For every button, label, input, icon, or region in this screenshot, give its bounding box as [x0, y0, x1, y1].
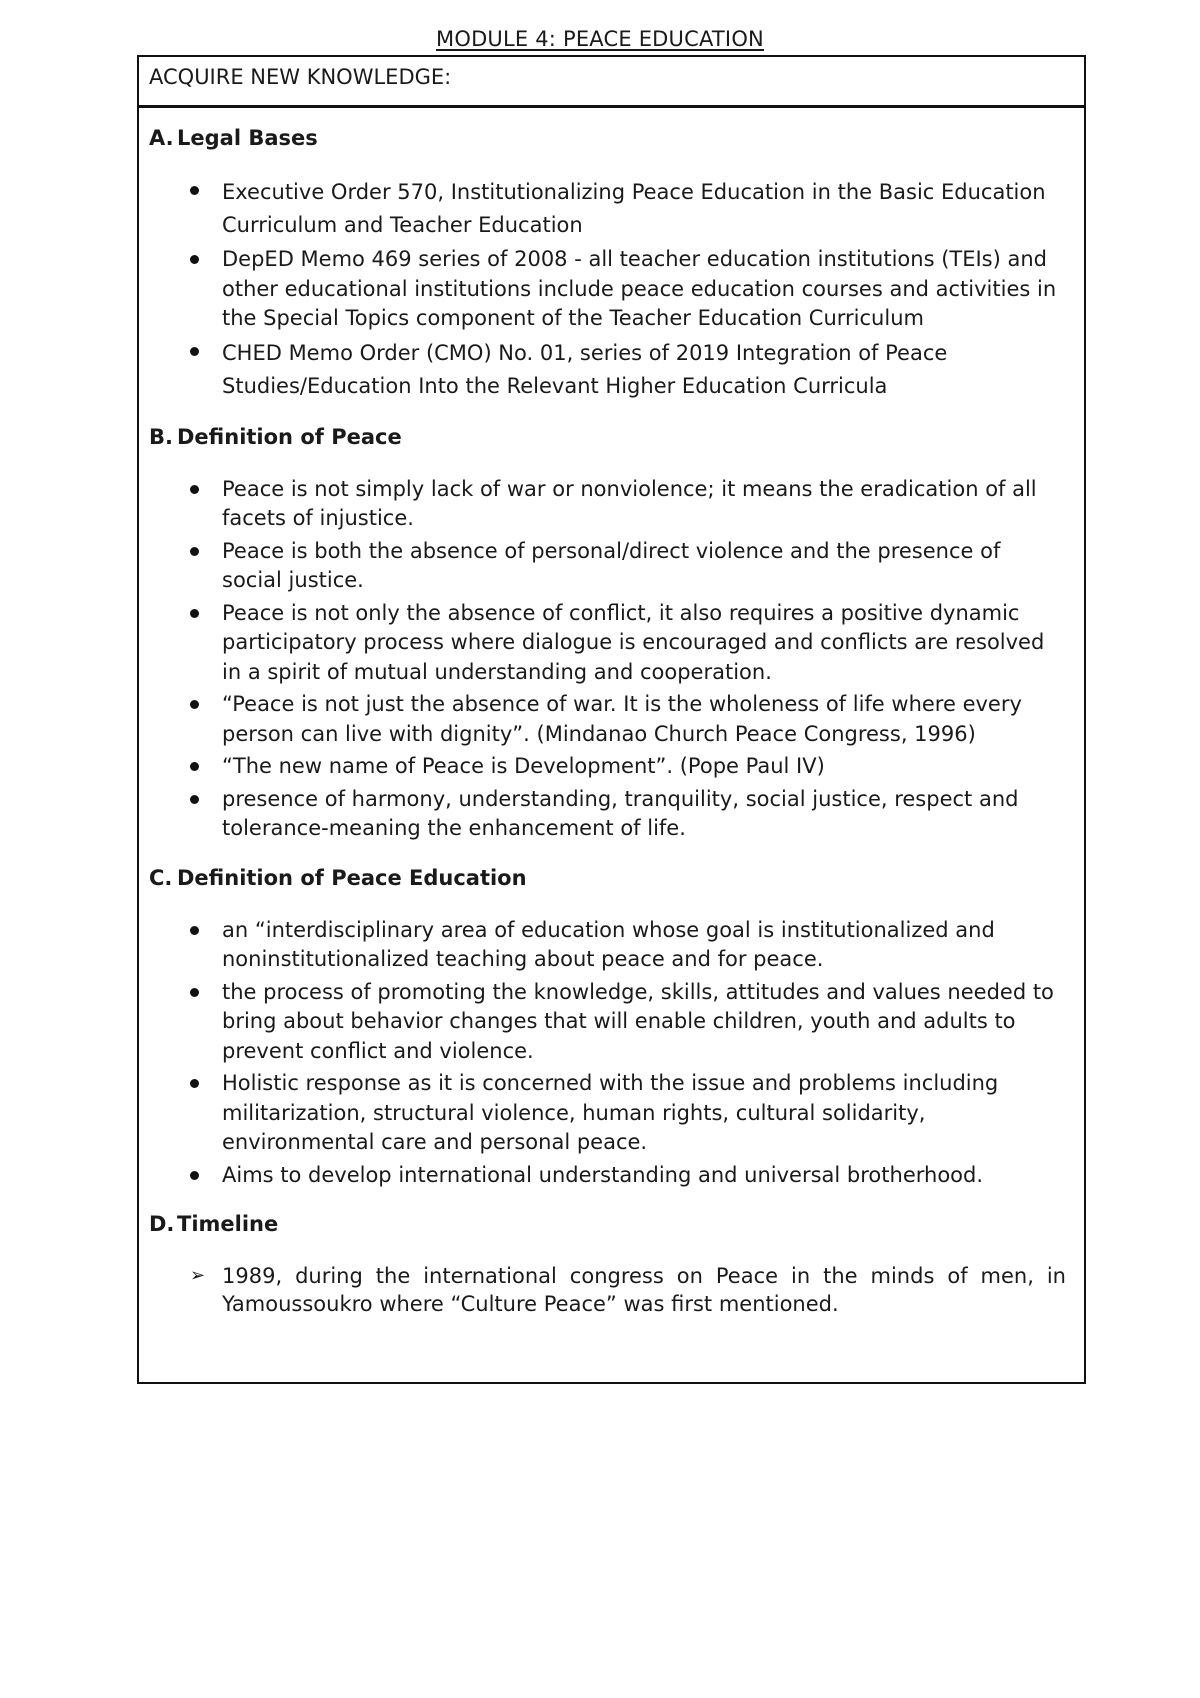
bullet-icon	[190, 186, 199, 195]
list-item: the process of promoting the knowledge, skills, attitudes and values needed to bring about behavior changes that will enable children, youth and adults to prevent conflict and violence.	[149, 978, 1074, 1067]
list-item: “The new name of Peace is Development”. (Pope Paul IV)	[149, 752, 1074, 782]
section-letter: D.	[149, 1212, 175, 1236]
bullet-icon	[190, 1171, 199, 1180]
arrow-bullet-icon: ➢	[190, 1265, 206, 1286]
section-letter: A.	[149, 126, 174, 150]
section-heading-timeline	[149, 1212, 1074, 1236]
page-title: MODULE 4: PEACE EDUCATION	[436, 27, 764, 51]
section-heading-definition-of-peace-education	[149, 866, 1074, 890]
bullet-icon	[190, 255, 199, 264]
bullet-icon	[190, 547, 199, 556]
section-title: Timeline	[177, 1212, 279, 1236]
list-item: Aims to develop international understanding and universal brotherhood.	[149, 1161, 1074, 1191]
legal-bases-list	[149, 176, 1074, 403]
bullet-icon	[190, 609, 199, 618]
section-title: Definition of Peace	[177, 424, 402, 449]
bullet-icon	[190, 700, 199, 709]
bullet-icon	[190, 347, 199, 356]
section-heading-legal-bases	[149, 126, 1074, 150]
timeline-list	[149, 1262, 1074, 1318]
list-item: CHED Memo Order (CMO) No. 01, series of 2019 Integration of Peace Studies/Education Into the Relevant Higher Education Curricula	[149, 337, 1074, 403]
section-title: Definition of Peace Education	[177, 865, 527, 890]
list-item: presence of harmony, understanding, tranquility, social justice, respect and tolerance-meaning the enhancement of life.	[149, 785, 1074, 844]
definition-of-peace-list	[149, 475, 1074, 844]
bullet-icon	[190, 795, 199, 804]
list-item: Peace is both the absence of personal/direct violence and the presence of social justice.	[149, 537, 1074, 596]
content-box	[137, 55, 1086, 1384]
list-item: Holistic response as it is concerned with the issue and problems including militarization, structural violence, human rights, cultural solidarity, environmental care and personal peace.	[149, 1069, 1074, 1158]
box-body	[139, 108, 1084, 1318]
list-item: Peace is not simply lack of war or nonviolence; it means the eradication of all facets of injustice.	[149, 475, 1074, 534]
list-item: Executive Order 570, Institutionalizing Peace Education in the Basic Education Curriculum and Teacher Education	[149, 176, 1074, 242]
list-item: “Peace is not just the absence of war. It is the wholeness of life where every person can live with dignity”. (Mindanao Church Peace Congress, 1996)	[149, 690, 1074, 749]
bullet-icon	[190, 988, 199, 997]
bullet-icon	[190, 1079, 199, 1088]
bullet-icon	[190, 485, 199, 494]
section-title: Legal Bases	[177, 126, 318, 150]
section-heading-definition-of-peace	[149, 425, 1074, 449]
definition-of-peace-education-list	[149, 916, 1074, 1191]
bullet-icon	[190, 762, 199, 771]
list-item: DepED Memo 469 series of 2008 - all teacher education institutions (TEIs) and other educational institutions include peace education courses and activities in the Special Topics component of the Teacher Education Curriculum	[149, 245, 1074, 334]
list-item: ➢ 1989, during the international congress on Peace in the minds of men, in Yamoussoukro where “Culture Peace” was first mentioned.	[190, 1264, 1066, 1316]
box-header: ACQUIRE NEW KNOWLEDGE:	[139, 57, 1084, 108]
list-item: Peace is not only the absence of conflict, it also requires a positive dynamic participatory process where dialogue is encouraged and conflicts are resolved in a spirit of mutual understanding and cooperation.	[149, 599, 1074, 688]
section-letter: C.	[149, 865, 173, 890]
bullet-icon	[190, 926, 199, 935]
list-item: an “interdisciplinary area of education whose goal is institutionalized and noninstitutionalized teaching about peace and for peace.	[149, 916, 1074, 975]
section-letter: B.	[149, 424, 173, 449]
